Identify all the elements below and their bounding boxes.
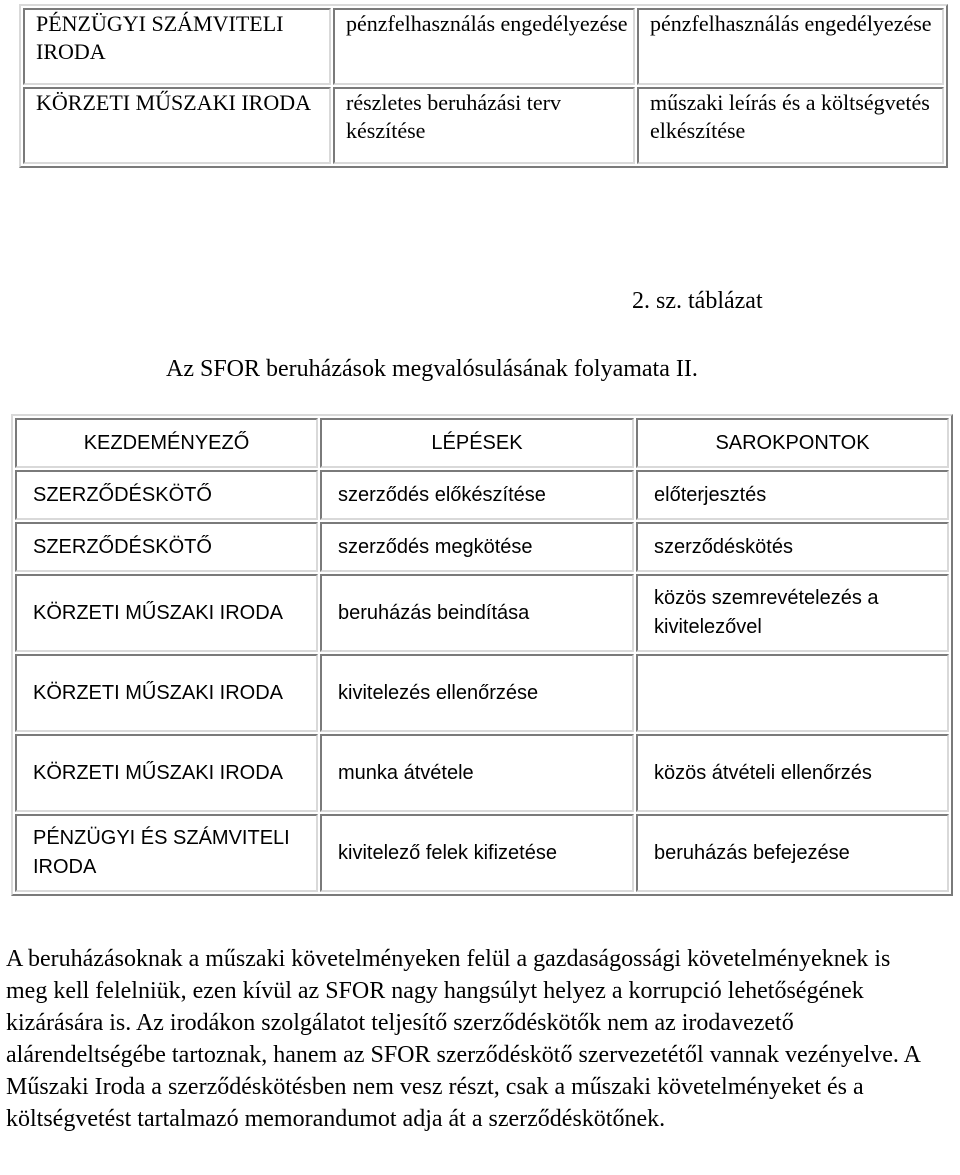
table-cell: beruházás befejezése xyxy=(636,814,949,892)
table-cell: PÉNZÜGYI SZÁMVITELI IRODA xyxy=(23,8,331,85)
table-row xyxy=(15,654,949,732)
table-cell: SZERZŐDÉSKÖTŐ xyxy=(15,522,318,572)
table-cell: kivitelezés ellenőrzése xyxy=(320,654,634,732)
table-cell: pénzfelhasználás engedélyezése xyxy=(637,8,944,85)
table-row xyxy=(15,734,949,812)
table-cell: szerződés megkötése xyxy=(320,522,634,572)
table-cell: KÖRZETI MŰSZAKI IRODA xyxy=(15,654,318,732)
column-header-steps: LÉPÉSEK xyxy=(320,418,634,468)
body-paragraph: A beruházásoknak a műszaki követelményeken felül a gazdaságossági követelményeknek is meg kell felelniük, ezen kívül az SFOR nagy hangsúlyt helyez a korrupció lehetőségének kizárására is. Az irodákon szolgálatot teljesítő szerződéskötők nem az irodavezető alárendeltségébe tartoznak, hanem az SFOR szerződéskötő szervezetétől vannak vezényelve. A Műszaki Iroda a szerződéskötésben nem vesz részt, csak a műszaki követelményeket és a költségvetést tartalmazó memorandumot adja át a szerződéskötőnek. xyxy=(6,946,920,1132)
table-cell: szerződés előkészítése xyxy=(320,470,634,520)
table-cell: közös átvételi ellenőrzés xyxy=(636,734,949,812)
table-row xyxy=(15,814,949,892)
table-cell: pénzfelhasználás engedélyezése xyxy=(333,8,635,85)
table-cell: KÖRZETI MŰSZAKI IRODA xyxy=(15,734,318,812)
process-table-2 xyxy=(11,414,953,896)
table-cell: szerződéskötés xyxy=(636,522,949,572)
table-cell: közös szemrevételezés a kivitelezővel xyxy=(636,574,949,652)
table-cell: részletes beruházási terv készítése xyxy=(333,87,635,164)
table-row xyxy=(23,87,944,164)
table-row xyxy=(23,8,944,85)
table-row xyxy=(15,470,949,520)
table-cell: PÉNZÜGYI ÉS SZÁMVITELI IRODA xyxy=(15,814,318,892)
table-cell: beruházás beindítása xyxy=(320,574,634,652)
table-cell: kivitelező felek kifizetése xyxy=(320,814,634,892)
table-cell: előterjesztés xyxy=(636,470,949,520)
table-header-row xyxy=(15,418,949,468)
table-cell: munka átvétele xyxy=(320,734,634,812)
table-cell: SZERZŐDÉSKÖTŐ xyxy=(15,470,318,520)
table-title-caption: Az SFOR beruházások megvalósulásának folyamata II. xyxy=(166,356,698,382)
table-cell: KÖRZETI MŰSZAKI IRODA xyxy=(15,574,318,652)
table-cell: KÖRZETI MŰSZAKI IRODA xyxy=(23,87,331,164)
process-table-1 xyxy=(19,4,948,168)
table-row xyxy=(15,522,949,572)
table-cell: műszaki leírás és a költségvetés elkészítése xyxy=(637,87,944,164)
column-header-milestones: SAROKPONTOK xyxy=(636,418,949,468)
column-header-initiator: KEZDEMÉNYEZŐ xyxy=(15,418,318,468)
table-number-caption: 2. sz. táblázat xyxy=(632,288,763,314)
table-cell-empty xyxy=(636,654,949,732)
table-row xyxy=(15,574,949,652)
